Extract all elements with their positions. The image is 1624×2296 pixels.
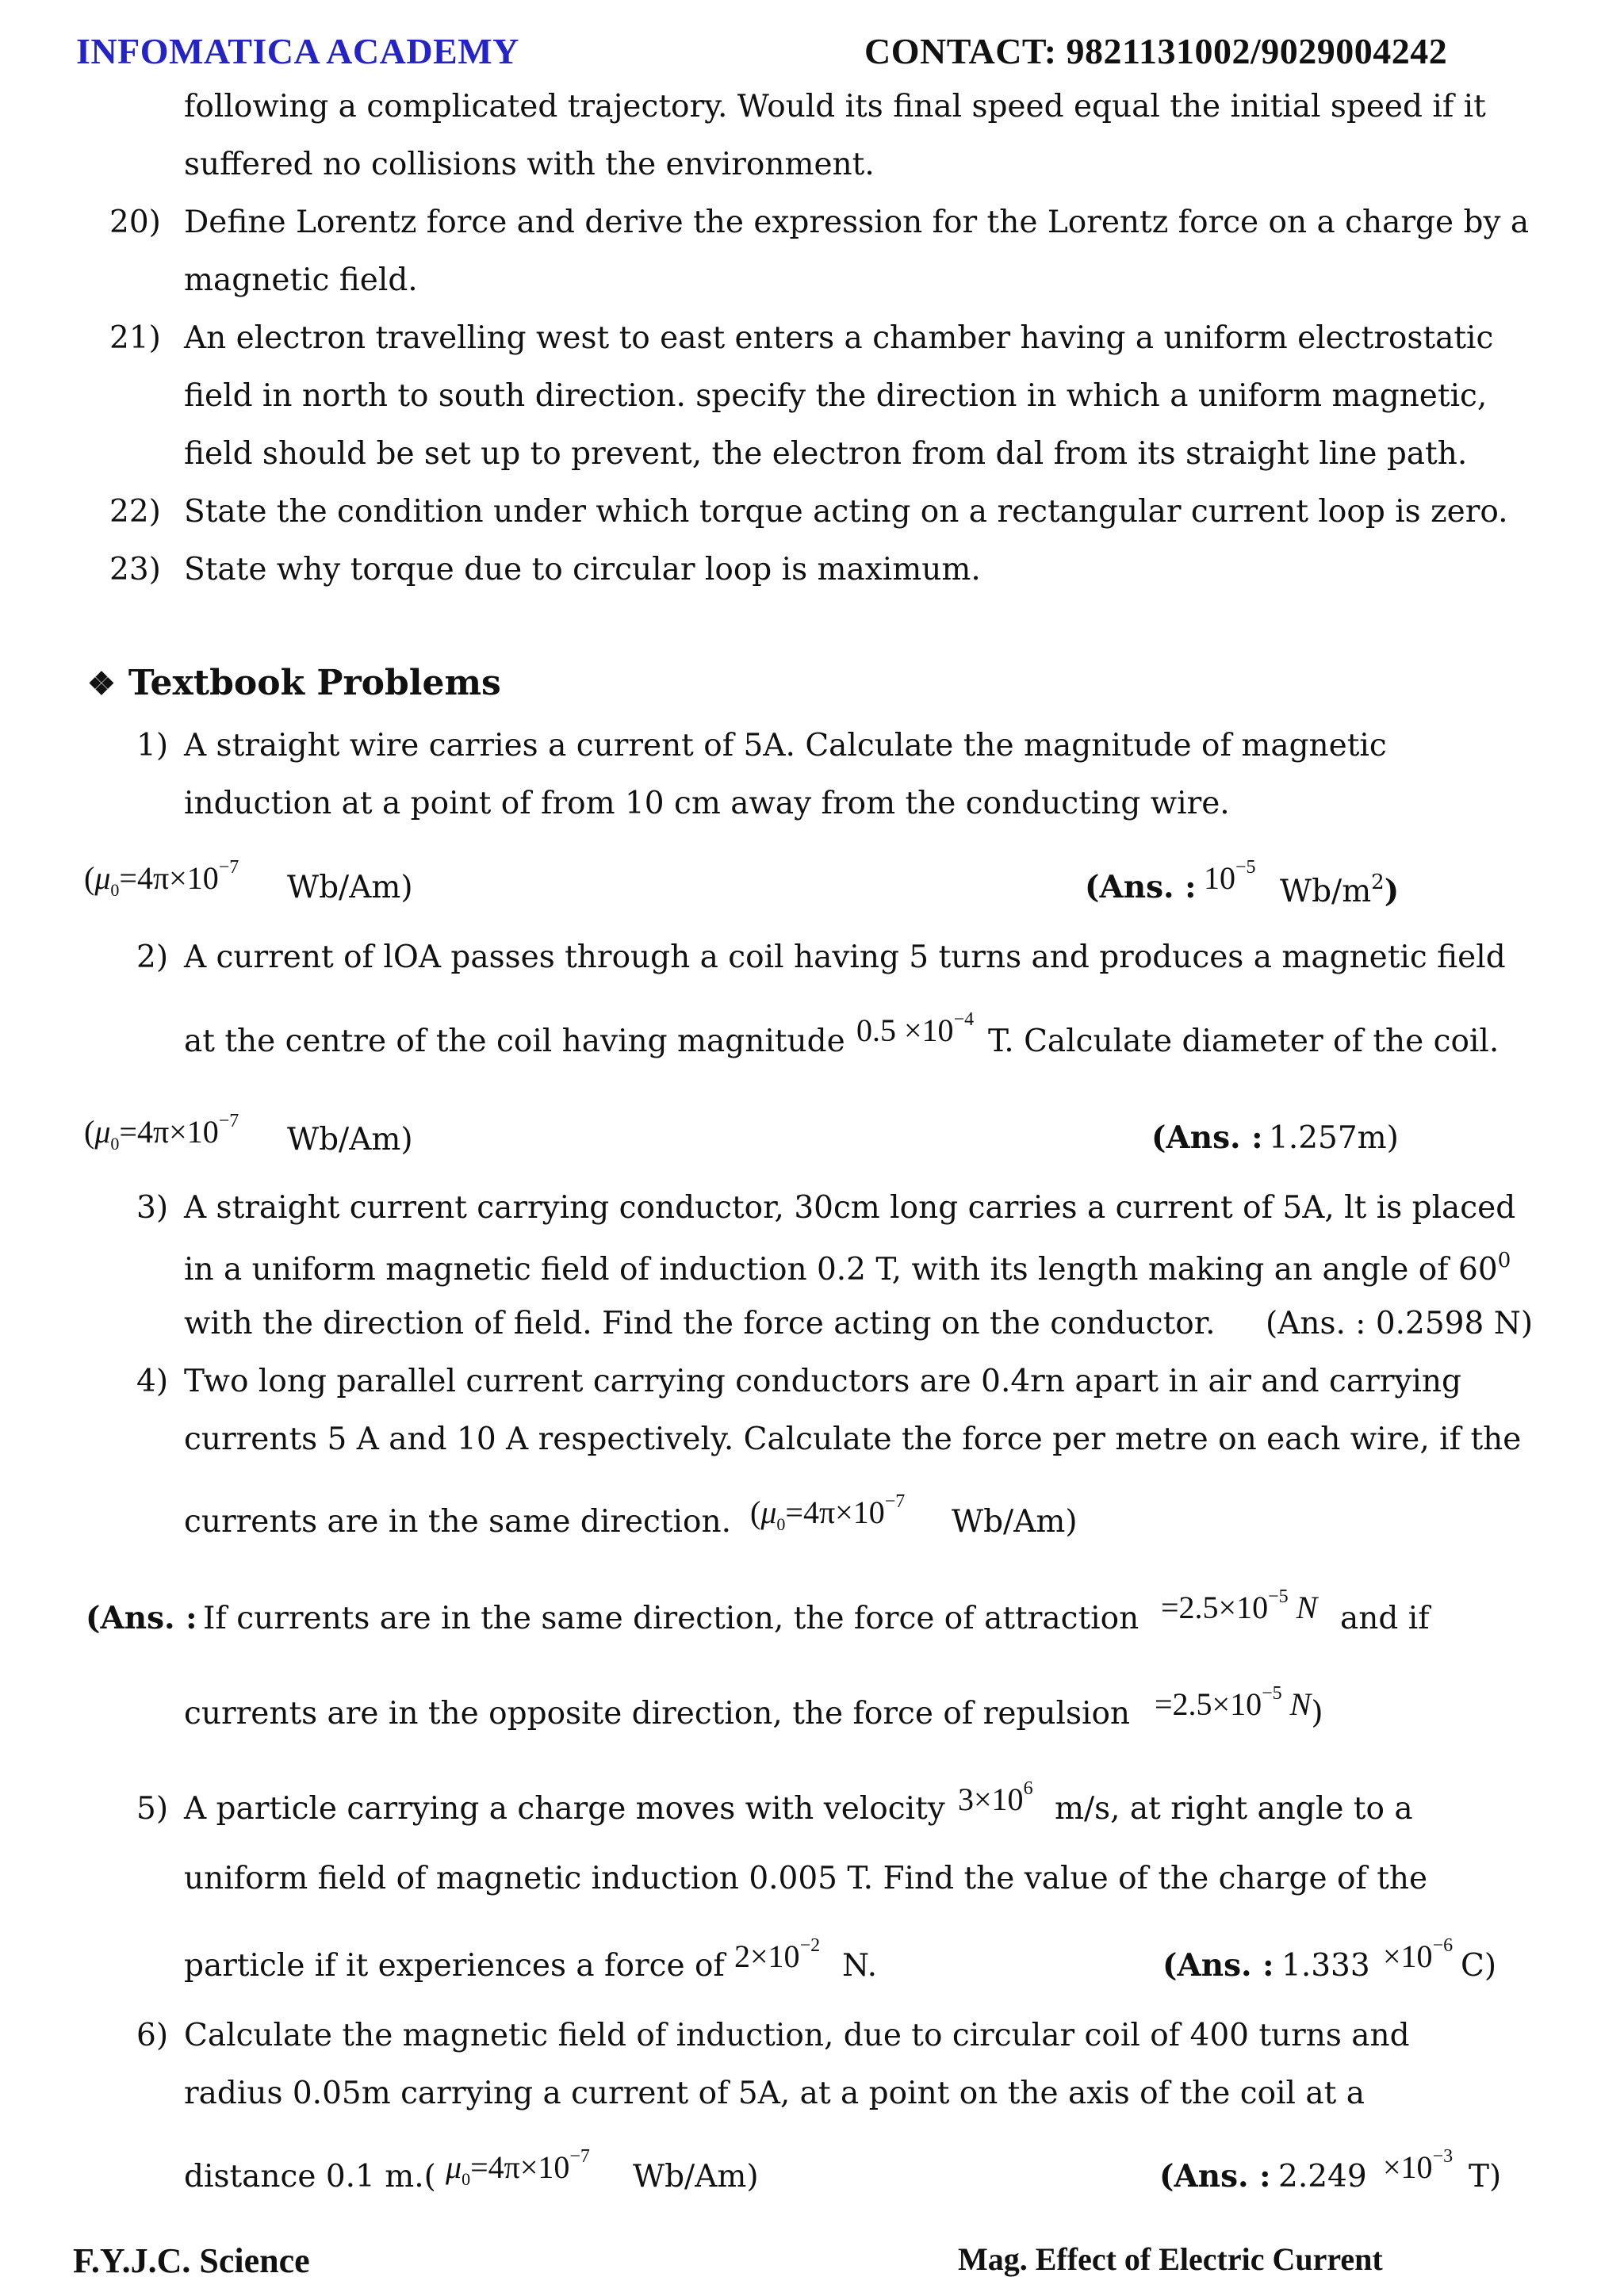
problem-1-line-2: induction at a point of from 10 cm away from the conducting wire. <box>184 786 1230 821</box>
problem-1-line-1: A straight wire carries a current of 5A. Calculate the magnitude of magnetic <box>184 728 1387 763</box>
problem-5-line-1-end: m/s, at right angle to a <box>1055 1791 1413 1827</box>
problem-number-5: 5) <box>136 1791 169 1827</box>
diamond-bullet-icon: ❖ <box>87 665 116 702</box>
problem-number-4: 4) <box>136 1364 169 1399</box>
problem-6-answer-power: $\times 10^{-3}$ <box>1383 2146 1454 2185</box>
problem-4-answer-line-1-end: and if <box>1340 1601 1430 1636</box>
problem-5-force-value: $2\times 10^{-2}$ <box>734 1935 821 1974</box>
problem-1-answer-unit: $Wb/m^2$) <box>1280 871 1400 909</box>
problem-6-line-1: Calculate the magnetic field of induction, due to circular coil of 400 turns and <box>184 2018 1410 2053</box>
problem-4-repulsion-value: $=2.5\times 10^{-5}$ N) <box>1155 1683 1323 1731</box>
problem-5-line-3-end: N. <box>842 1948 878 1984</box>
question-21-line-3: field should be set up to prevent, the electron from dal from its straight line path. <box>184 436 1468 472</box>
footer-chapter: Mag. Effect of Electric Current <box>958 2241 1383 2277</box>
question-number-21: 21) <box>109 320 161 356</box>
problem-6-line-3: distance 0.1 m.( <box>184 2159 436 2195</box>
problem-4-answer-line-1: If currents are in the same direction, the force of attraction <box>203 1601 1139 1636</box>
problem-2-answer-label: (Ans. : <box>1151 1119 1263 1156</box>
problem-6-answer-value: 2.249 <box>1278 2159 1367 2195</box>
problem-5-answer-unit: C) <box>1461 1948 1497 1984</box>
problem-5-answer-label: (Ans. : <box>1162 1947 1274 1984</box>
problem-number-1: 1) <box>136 728 169 763</box>
problem-6-mu-constant: $\mu_0=4\pi\times 10^{-7}$ <box>446 2146 590 2189</box>
problem-2-answer-value: 1.257m) <box>1269 1120 1399 1156</box>
problem-4-line-3: currents are in the same direction. <box>184 1504 732 1540</box>
question-20-line-1: Define Lorentz force and derive the expression for the Lorentz force on a charge by a <box>184 205 1530 240</box>
contact-info: CONTACT: 9821131002/9029004242 <box>864 31 1448 71</box>
problem-4-line-2: currents 5 A and 10 A respectively. Calculate the force per metre on each wire, if the <box>184 1422 1522 1457</box>
problem-4-attraction-value: $=2.5\times 10^{-5}$ N <box>1161 1586 1318 1625</box>
question-number-22: 22) <box>109 494 161 530</box>
problem-3-line-2: in a uniform magnetic field of induction 0.2 T, with its length making an angle of $60^0$ <box>184 1249 1511 1288</box>
continuation-line-1: following a complicated trajectory. Would its final speed equal the initial speed if it <box>184 89 1486 124</box>
problem-6-answer-unit: T) <box>1469 2159 1502 2195</box>
question-22-line-1: State the condition under which torque acting on a rectangular current loop is zero. <box>184 494 1508 530</box>
problem-5-answer-value: 1.333 <box>1281 1948 1370 1984</box>
question-23-line-1: State why torque due to circular loop is maximum. <box>184 552 981 587</box>
degree-symbol: 0 <box>1497 1249 1511 1272</box>
problem-5-velocity-value: $3\times 10^6$ <box>958 1778 1033 1817</box>
problem-1-answer-value: $10^{-5}$ <box>1204 857 1256 896</box>
problem-3-line-1: A straight current carrying conductor, 30cm long carries a current of 5A, lt is placed <box>184 1190 1516 1226</box>
problem-6-line-2: radius 0.05m carrying a current of 5A, at a point on the axis of the coil at a <box>184 2076 1365 2111</box>
section-title: Textbook Problems <box>128 663 501 703</box>
problem-1-answer-label: (Ans. : <box>1085 869 1197 905</box>
problem-2-line-1: A current of lOA passes through a coil having 5 turns and produces a magnetic field <box>184 939 1506 975</box>
problem-number-6: 6) <box>136 2018 169 2053</box>
problem-2-mu-constant: ($\mu_0=4\pi\times 10^{-7}$ <box>84 1111 239 1154</box>
problem-3-answer: (Ans. : 0.2598 N) <box>1266 1306 1534 1341</box>
question-21-line-1: An electron travelling west to east enters a chamber having a uniform electrostatic <box>184 320 1494 356</box>
problem-2-line-2: at the centre of the coil having magnitude <box>184 1024 845 1059</box>
question-20-line-2: magnetic field. <box>184 262 418 298</box>
problem-4-answer-line-2: currents are in the opposite direction, the force of repulsion <box>184 1696 1131 1732</box>
problem-6-answer-label: (Ans. : <box>1159 2158 1271 2195</box>
footer-course: F.Y.J.C. Science <box>73 2241 310 2280</box>
problem-5-line-3: particle if it experiences a force of <box>184 1948 725 1984</box>
problem-1-mu-constant: ($\mu_0=4\pi\times 10^{-7}$ <box>84 857 239 900</box>
problem-1-mu-unit: Wb/Am) <box>287 870 413 905</box>
problem-4-mu-constant: ($\mu_0=4\pi\times 10^{-7}$ <box>750 1491 906 1534</box>
problem-number-2: 2) <box>136 939 169 975</box>
problem-4-mu-unit: Wb/Am) <box>952 1504 1078 1540</box>
section-heading <box>87 663 501 703</box>
problem-4-answer-label: (Ans. : <box>86 1600 197 1636</box>
question-number-20: 20) <box>109 205 161 240</box>
problem-5-line-2: uniform field of magnetic induction 0.005 T. Find the value of the charge of the <box>184 1861 1428 1896</box>
problem-6-mu-unit: Wb/Am) <box>633 2159 759 2195</box>
problem-2-mu-unit: Wb/Am) <box>287 1122 413 1158</box>
problem-5-line-1: A particle carrying a charge moves with velocity <box>184 1791 945 1827</box>
academy-name: INFOMATICA ACADEMY <box>76 31 519 71</box>
question-number-23: 23) <box>109 552 161 587</box>
problem-3-line-3: with the direction of field. Find the force acting on the conductor. <box>184 1306 1216 1341</box>
problem-2-line-2-end: T. Calculate diameter of the coil. <box>988 1024 1500 1059</box>
question-21-line-2: field in north to south direction. specify the direction in which a uniform magnetic, <box>184 378 1488 414</box>
problem-5-answer-power: $\times 10^{-6}$ <box>1383 1935 1454 1974</box>
problem-2-field-value: $0.5 \times 10^{-4}$ <box>856 1009 975 1048</box>
problem-number-3: 3) <box>136 1190 169 1226</box>
continuation-line-2: suffered no collisions with the environment. <box>184 147 875 182</box>
problem-4-line-1: Two long parallel current carrying conductors are 0.4rn apart in air and carrying <box>184 1364 1461 1399</box>
